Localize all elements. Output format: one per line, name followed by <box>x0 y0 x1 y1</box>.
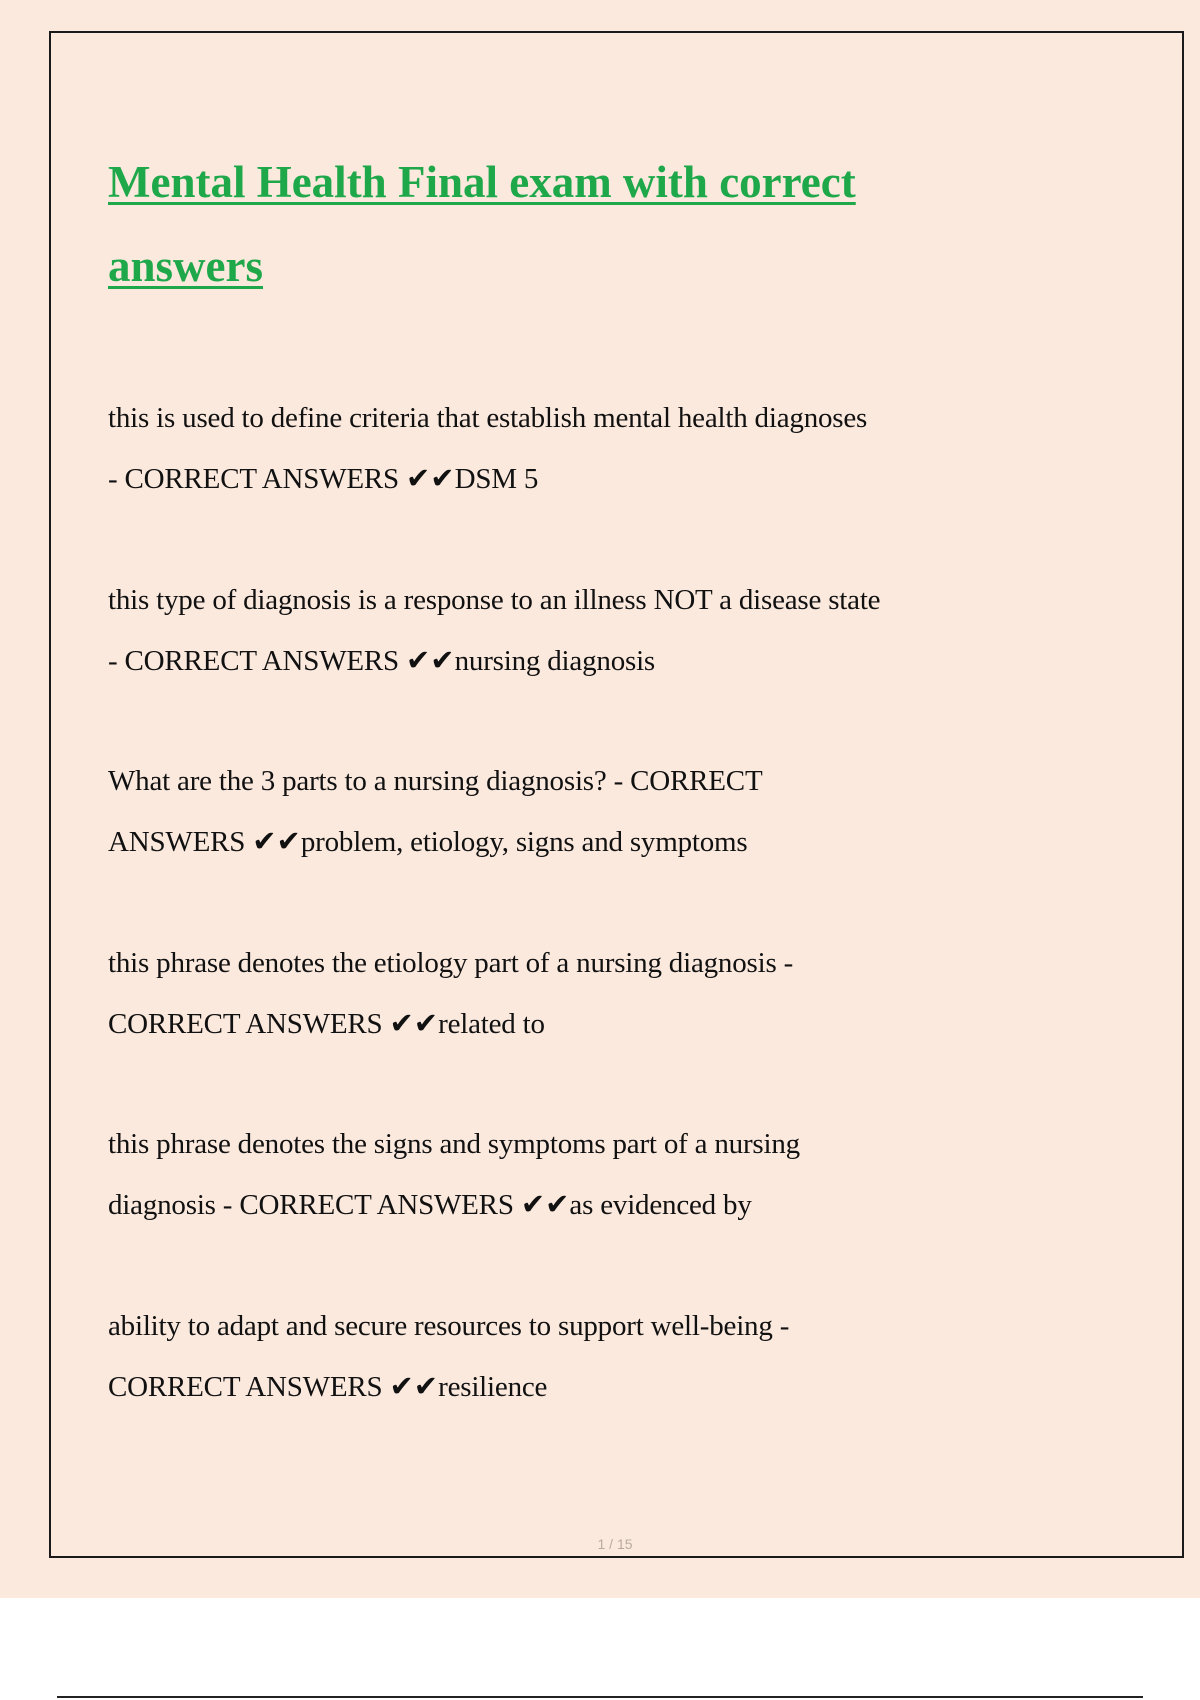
question-text: this type of diagnosis is a response to an illness NOT a disease state <box>108 583 881 616</box>
question-text: this is used to define criteria that establish mental health diagnoses <box>108 402 868 434</box>
answer-prefix: - CORRECT ANSWERS <box>108 463 406 495</box>
qa-list <box>108 388 1068 1478</box>
document-title: Mental Health Final exam with correct answers <box>108 157 856 291</box>
qa-item <box>108 751 1068 933</box>
answer-text: nursing diagnosis <box>454 644 656 677</box>
answer-prefix: CORRECT ANSWERS <box>108 1370 390 1403</box>
double-check-icon: ✔✔ <box>252 826 301 859</box>
answer-line <box>108 1357 1068 1418</box>
qa-item <box>108 1296 1068 1478</box>
double-check-icon: ✔✔ <box>406 644 455 677</box>
answer-text: resilience <box>438 1370 548 1403</box>
answer-line <box>108 631 1068 692</box>
qa-item <box>108 933 1068 1115</box>
answer-line <box>108 1175 1068 1236</box>
double-check-icon: ✔✔ <box>389 1370 439 1403</box>
answer-text: related to <box>438 1007 545 1040</box>
answer-prefix: - CORRECT ANSWERS <box>108 644 406 677</box>
double-check-icon: ✔✔ <box>406 463 455 495</box>
answer-line <box>108 994 1068 1055</box>
next-page-divider <box>57 1696 1143 1698</box>
double-check-icon: ✔✔ <box>389 1007 439 1040</box>
answer-prefix: CORRECT ANSWERS <box>108 1007 390 1040</box>
answer-prefix: diagnosis - CORRECT ANSWERS <box>108 1189 521 1222</box>
question-text: ability to adapt and secure resources to support well-being - <box>108 1309 790 1342</box>
question-text: this phrase denotes the signs and symptoms part of a nursing <box>108 1128 800 1161</box>
question-text: What are the 3 parts to a nursing diagnosis? - CORRECT <box>108 765 763 798</box>
qa-item <box>108 570 1068 752</box>
answer-line <box>108 812 1068 873</box>
answer-prefix: ANSWERS <box>108 826 253 859</box>
qa-item <box>108 388 1068 570</box>
page-number: 1 / 15 <box>597 1536 633 1552</box>
answer-text: as evidenced by <box>569 1189 752 1222</box>
answer-line <box>108 449 1068 510</box>
answer-text: DSM 5 <box>454 463 539 495</box>
answer-text: problem, etiology, signs and symptoms <box>300 826 748 859</box>
double-check-icon: ✔✔ <box>520 1189 570 1222</box>
qa-item <box>108 1114 1068 1296</box>
question-text: this phrase denotes the etiology part of a nursing diagnosis - <box>108 946 794 979</box>
